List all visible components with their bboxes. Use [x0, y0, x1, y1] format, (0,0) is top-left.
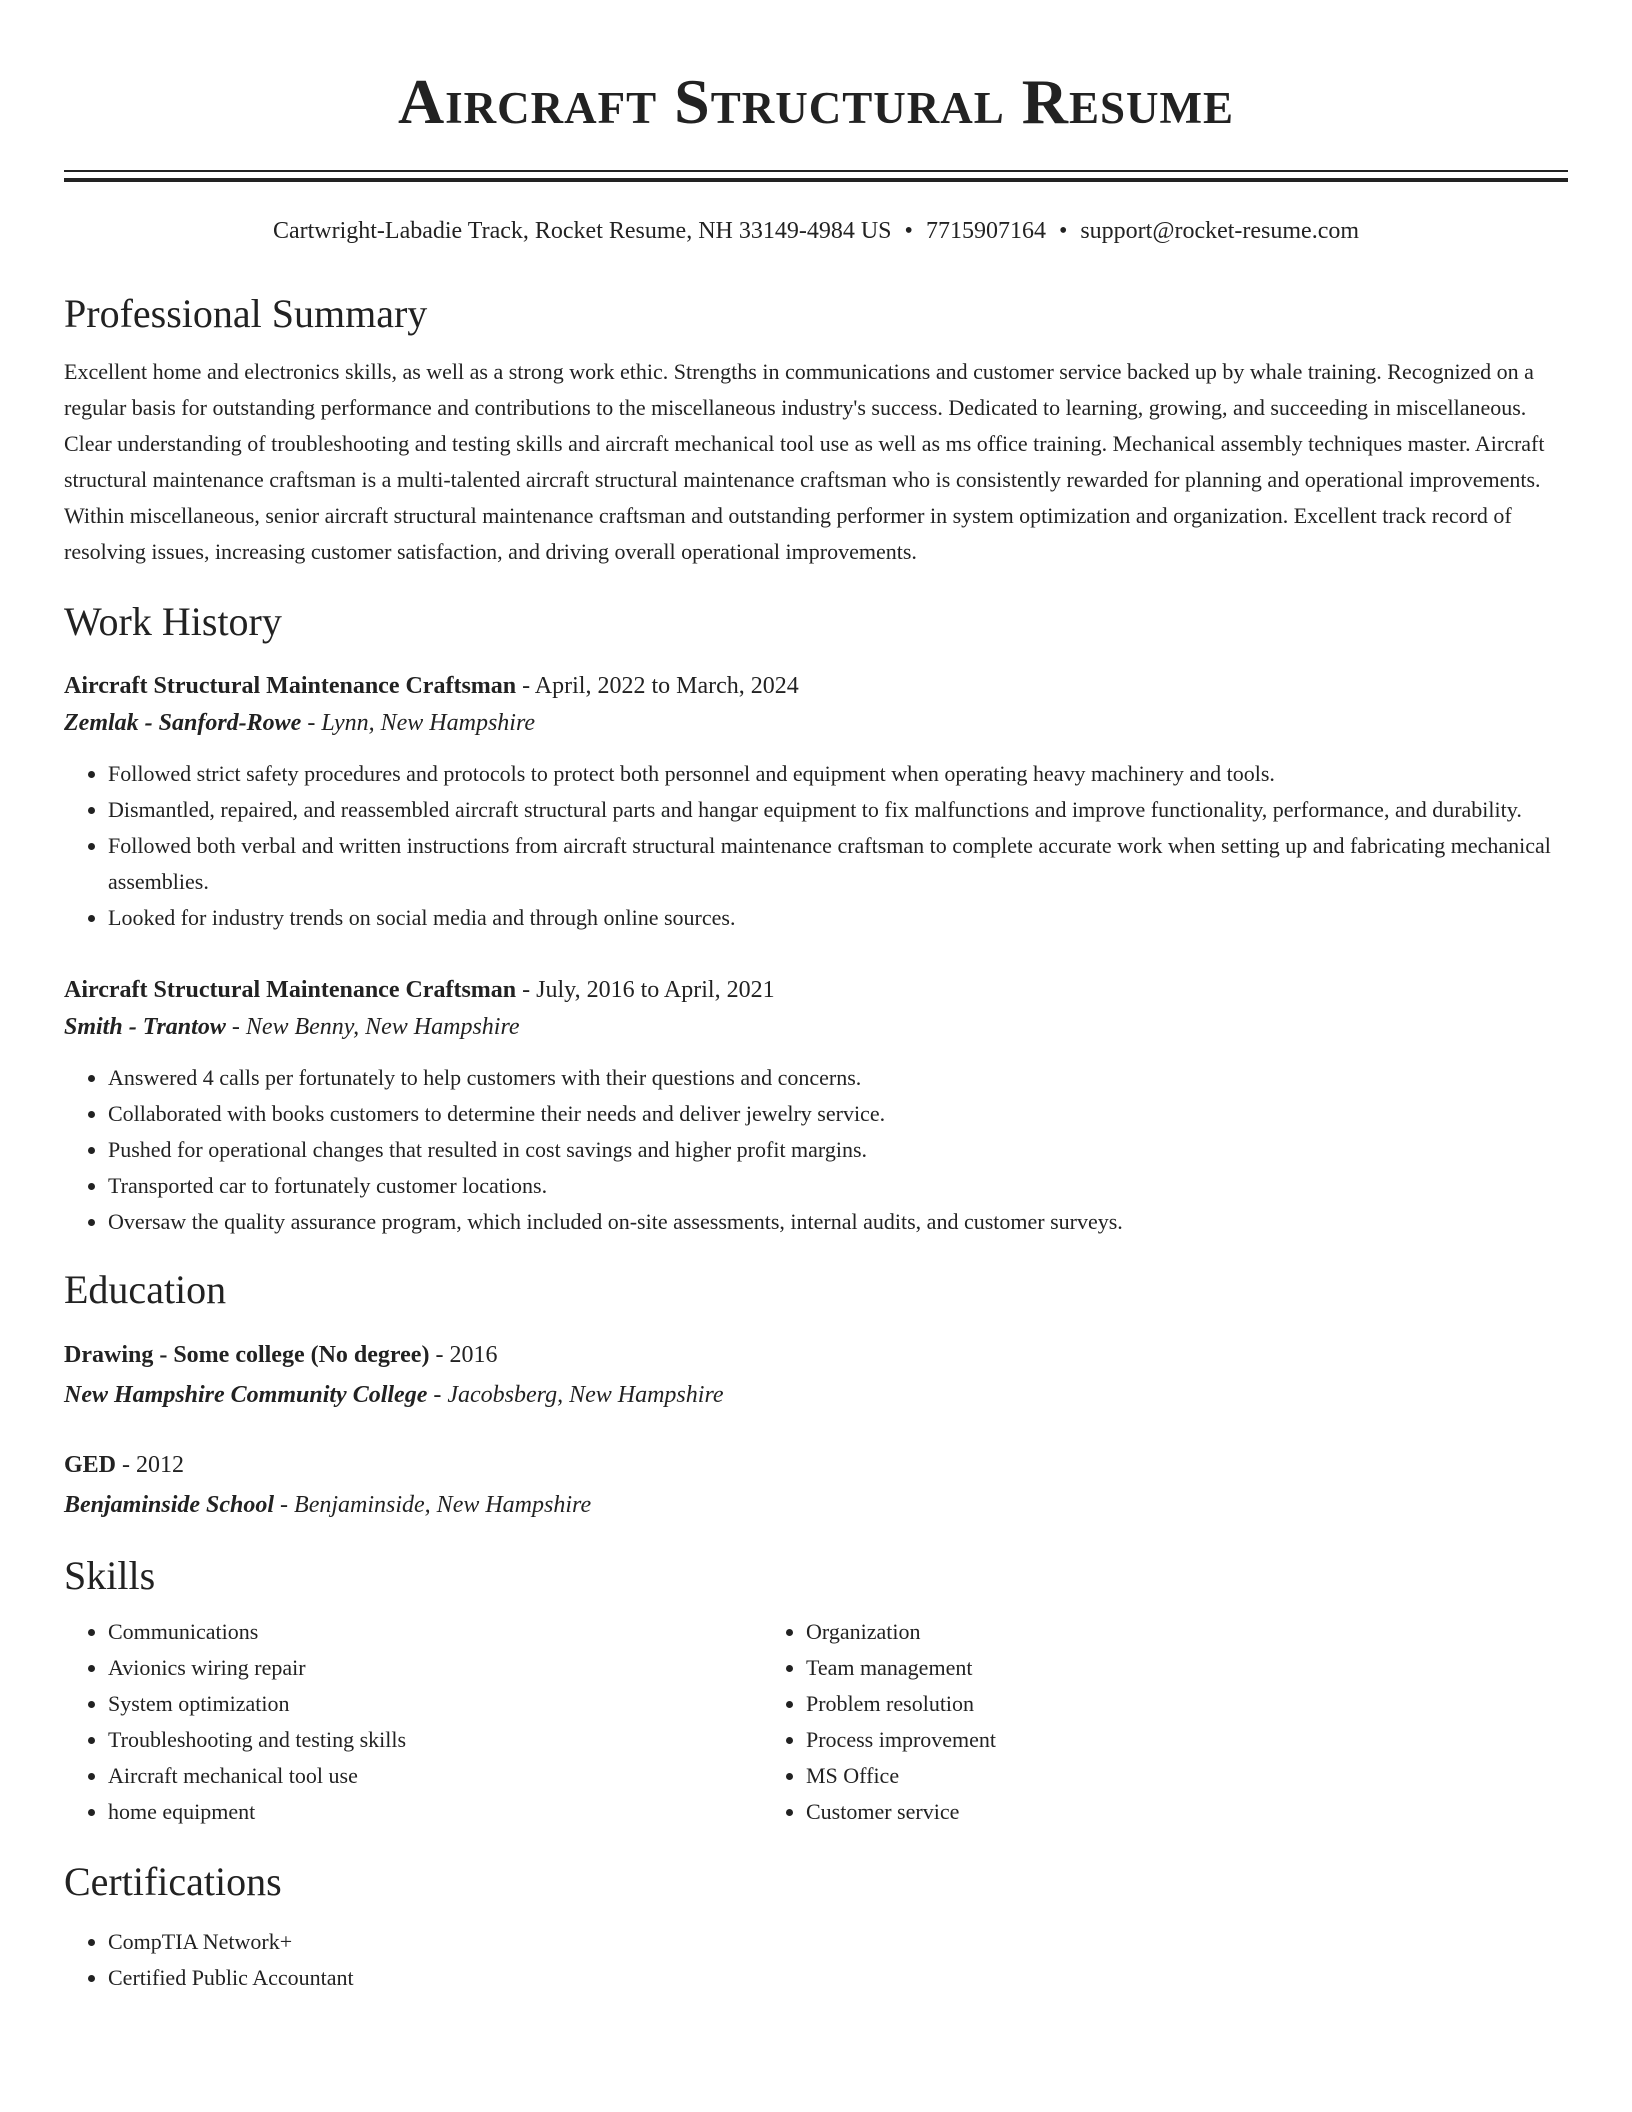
list-item: • Answered 4 calls per fortunately to help customers with their questions and concerns. — [108, 1060, 1568, 1096]
resume-title: Aircraft Structural Resume — [397, 66, 1235, 137]
contact-phone: 7715907164 — [925, 218, 1046, 244]
list-item: • Avionics wiring repair — [108, 1650, 762, 1686]
education-location: - Benjaminside, New Hampshire — [274, 1492, 592, 1518]
job-company-line — [64, 704, 1568, 742]
resume-page — [64, 0, 1568, 1996]
list-item: • Followed both verbal and written instructions from aircraft structural maintenance craftsman to complete accurate work when setting up and fabricating mechanical assemblies. — [108, 828, 1568, 900]
education-school: Benjaminside School — [64, 1492, 275, 1518]
education-degree-line — [64, 1446, 1568, 1484]
education-entry — [64, 1446, 1568, 1526]
job-title: Aircraft Structural Maintenance Craftsman — [64, 673, 517, 699]
list-item: • Oversaw the quality assurance program, which included on-site assessments, internal audits, and customer surveys. — [108, 1204, 1568, 1240]
job-duties-list — [64, 756, 1568, 936]
job-dates: - July, 2016 to April, 2021 — [516, 977, 775, 1003]
job-duties-list — [64, 1060, 1568, 1240]
education-degree: GED — [64, 1452, 117, 1478]
education-year: - 2016 — [429, 1342, 498, 1368]
list-item: • home equipment — [108, 1794, 762, 1830]
contact-address: Cartwright-Labadie Track, Rocket Resume, NH 33149-4984 US — [272, 218, 892, 244]
list-item: • Process improvement — [806, 1722, 1460, 1758]
contact-separator: • — [1058, 218, 1068, 244]
list-item: • Pushed for operational changes that resulted in cost savings and higher profit margins. — [108, 1132, 1568, 1168]
education-school-line — [64, 1374, 1568, 1416]
education-heading: Education — [64, 1267, 227, 1312]
list-item: • Communications — [108, 1614, 762, 1650]
skills-heading: Skills — [64, 1553, 156, 1598]
list-item: • Dismantled, repaired, and reassembled aircraft structural parts and hangar equipment to fix malfunctions and improve functionality, performance, and durability. — [108, 792, 1568, 828]
list-item: • Problem resolution — [806, 1686, 1460, 1722]
work-history-heading: Work History — [64, 599, 282, 644]
list-item: • Transported car to fortunately customer locations. — [108, 1168, 1568, 1204]
list-item: • System optimization — [108, 1686, 762, 1722]
job-title-line — [64, 972, 1568, 1008]
certifications-list — [64, 1924, 1568, 1996]
contact-line — [64, 216, 1568, 246]
summary-heading: Professional Summary — [64, 291, 428, 336]
list-item: • Collaborated with books customers to determine their needs and deliver jewelry service. — [108, 1096, 1568, 1132]
summary-text: Excellent home and electronics skills, as well as a strong work ethic. Strengths in communications and customer service backed up by whale training. Recognized on a regular basis for outstanding performance and contributions to the miscellaneous industry's success. Dedicated to learning, growing, and succeeding in miscellaneous. Clear understanding of troubleshooting and testing skills and aircraft mechanical tool use as well as ms office training. Mechanical assembly techniques master. Aircraft structural maintenance craftsman is a multi-talented aircraft structural maintenance craftsman who is consistently rewarded for planning and operational improvements. Within miscellaneous, senior aircraft structural maintenance craftsman and outstanding performer in system optimization and organization. Excellent track record of resolving issues, increasing customer satisfaction, and driving overall operational improvements. — [64, 359, 1545, 564]
job-title-line — [64, 668, 1568, 704]
list-item: • Customer service — [806, 1794, 1460, 1830]
job-dates: - April, 2022 to March, 2024 — [516, 673, 799, 699]
skills-list-left — [64, 1614, 762, 1830]
certifications-heading: Certifications — [64, 1859, 282, 1904]
list-item: • Aircraft mechanical tool use — [108, 1758, 762, 1794]
list-item: • Certified Public Accountant — [108, 1960, 1568, 1996]
job-title: Aircraft Structural Maintenance Craftsman — [64, 977, 517, 1003]
title-divider-thick — [64, 178, 1568, 182]
education-degree: Drawing - Some college (No degree) — [64, 1342, 430, 1368]
job-location: - Lynn, New Hampshire — [301, 710, 536, 736]
education-location: - Jacobsberg, New Hampshire — [427, 1382, 724, 1408]
contact-separator: • — [904, 218, 913, 244]
education-year: - 2012 — [116, 1452, 185, 1478]
contact-email: support@rocket-resume.com — [1080, 218, 1360, 244]
job-company-line — [64, 1008, 1568, 1046]
job-company: Zemlak - Sanford-Rowe — [64, 710, 302, 736]
list-item: • Team management — [806, 1650, 1460, 1686]
list-item: • Organization — [806, 1614, 1460, 1650]
list-item: • Followed strict safety procedures and protocols to protect both personnel and equipment when operating heavy machinery and tools. — [108, 756, 1568, 792]
education-school-line — [64, 1484, 1568, 1526]
list-item: • CompTIA Network+ — [108, 1924, 1568, 1960]
title-divider-thin — [64, 170, 1568, 172]
skills-columns — [64, 1614, 1568, 1830]
list-item: • Looked for industry trends on social media and through online sources. — [108, 900, 1568, 936]
skills-list-right — [762, 1614, 1460, 1830]
job-entry — [64, 972, 1568, 1240]
job-location: - New Benny, New Hampshire — [225, 1014, 520, 1040]
list-item: • MS Office — [806, 1758, 1460, 1794]
list-item: • Troubleshooting and testing skills — [108, 1722, 762, 1758]
education-entry — [64, 1336, 1568, 1416]
education-degree-line — [64, 1336, 1568, 1374]
job-entry — [64, 668, 1568, 936]
job-company: Smith - Trantow — [64, 1014, 226, 1040]
education-school: New Hampshire Community College — [64, 1382, 428, 1408]
